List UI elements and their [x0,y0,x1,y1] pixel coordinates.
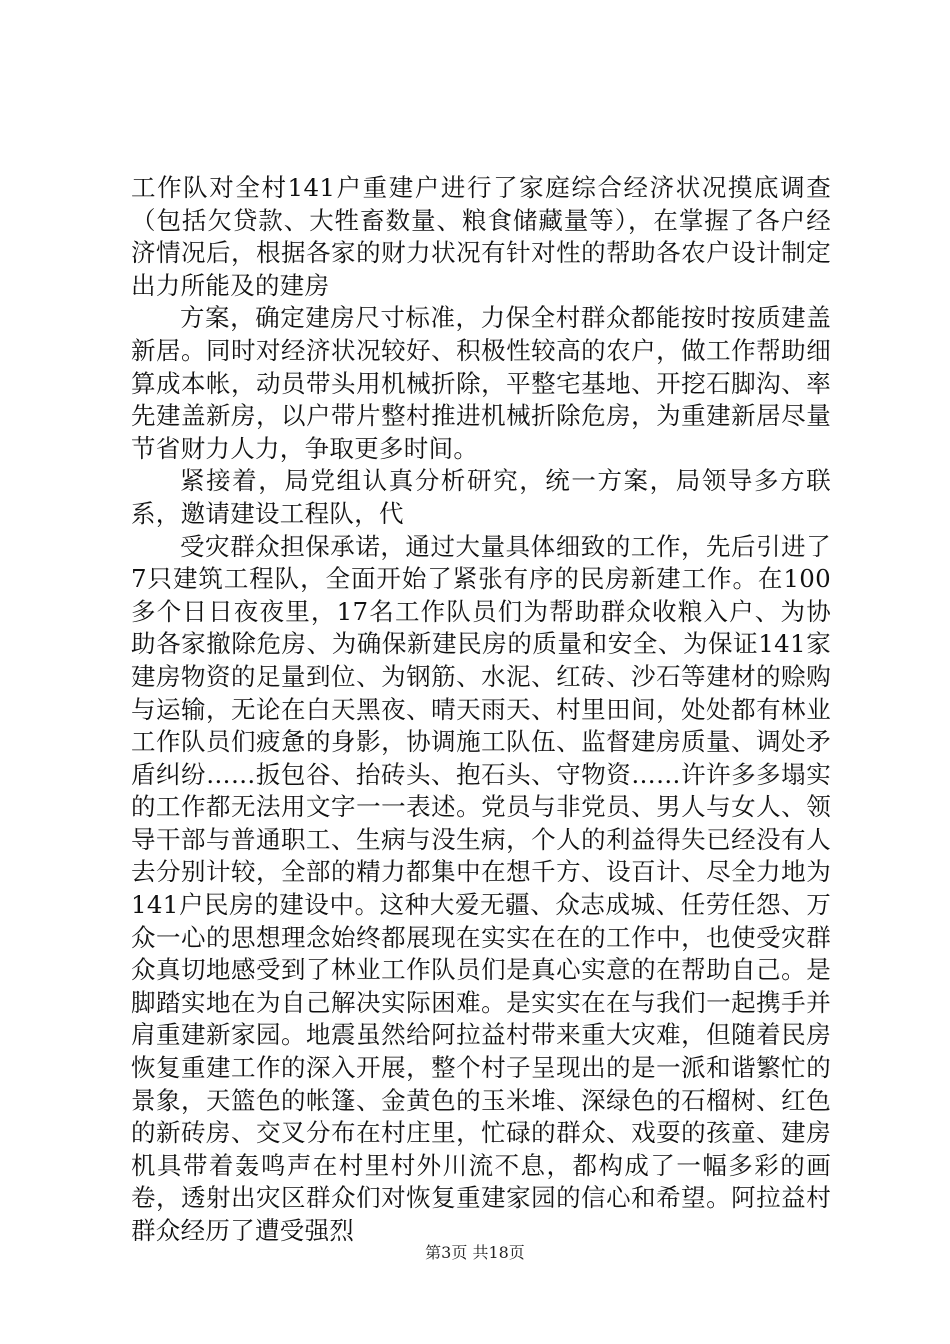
paragraph-3: 紧接着，局党组认真分析研究，统一方案，局领导多方联系，邀请建设工程队，代 [131,466,831,528]
body-text [131,172,831,1248]
page-footer: 第3页 共18页 [425,1243,525,1262]
paragraph-1: 工作队对全村141户重建户进行了家庭综合经济状况摸底调查（包括欠贷款、大牲畜数量、粮食储藏量等），在掌握了各户经济情况后，根据各家的财力状况有针对性的帮助各农户设计制定出力所能及的建房 [131,173,831,300]
paragraph-4: 受灾群众担保承诺，通过大量具体细致的工作，先后引进了7只建筑工程队，全面开始了紧张有序的民房新建工作。在100多个日日夜夜里，17名工作队员们为帮助群众收粮入户、为协助各家撤除危房、为确保新建民房的质量和安全、为保证141家建房物资的足量到位、为钢筋、水泥、红砖、沙石等建材的赊购与运输，无论在白天黑夜、晴天雨天、村里田间，处处都有林业工作队员们疲惫的身影，协调施工队伍、监督建房质量、调处矛盾纠纷……扳包谷、抬砖头、抱石头、守物资……许许多多塌实的工作都无法用文字一一表述。党员与非党员、男人与女人、领导干部与普通职工、生病与没生病，个人的利益得失已经没有人去分别计较，全部的精力都集中在想千方、设百计、尽全力地为141户民房的建设中。这种大爱无疆、众志成城、任劳任怨、万众一心的思想理念始终都展现在实实在在的工作中，也使受灾群众真切地感受到了林业工作队员们是真心实意的在帮助自己。是脚踏实地在为自己解决实际困难。是实实在在与我们一起携手并肩重建新家园。地震虽然给阿拉益村带来重大灾难，但随着民房恢复重建工作的深入开展，整个村子呈现出的是一派和谐繁忙的景象，天篮色的帐篷、金黄色的玉米堆、深绿色的石榴树、红色的新砖房、交叉分布在村庄里，忙碌的群众、戏耍的孩童、建房机具带着轰鸣声在村里村外川流不息，都构成了一幅多彩的画卷，透射出灾区群众们对恢复重建家园的信心和希望。阿拉益村群众经历了遭受强烈 [131,531,831,1245]
paragraph-2: 方案，确定建房尺寸标准，力保全村群众都能按时按质建盖新居。同时对经济状况较好、积极性较高的农户，做工作帮助细算成本帐，动员带头用机械折除，平整宅基地、开挖石脚沟、率先建盖新房，以户带片整村推进机械折除危房，为重建新居尽量节省财力人力，争取更多时间。 [131,303,831,463]
